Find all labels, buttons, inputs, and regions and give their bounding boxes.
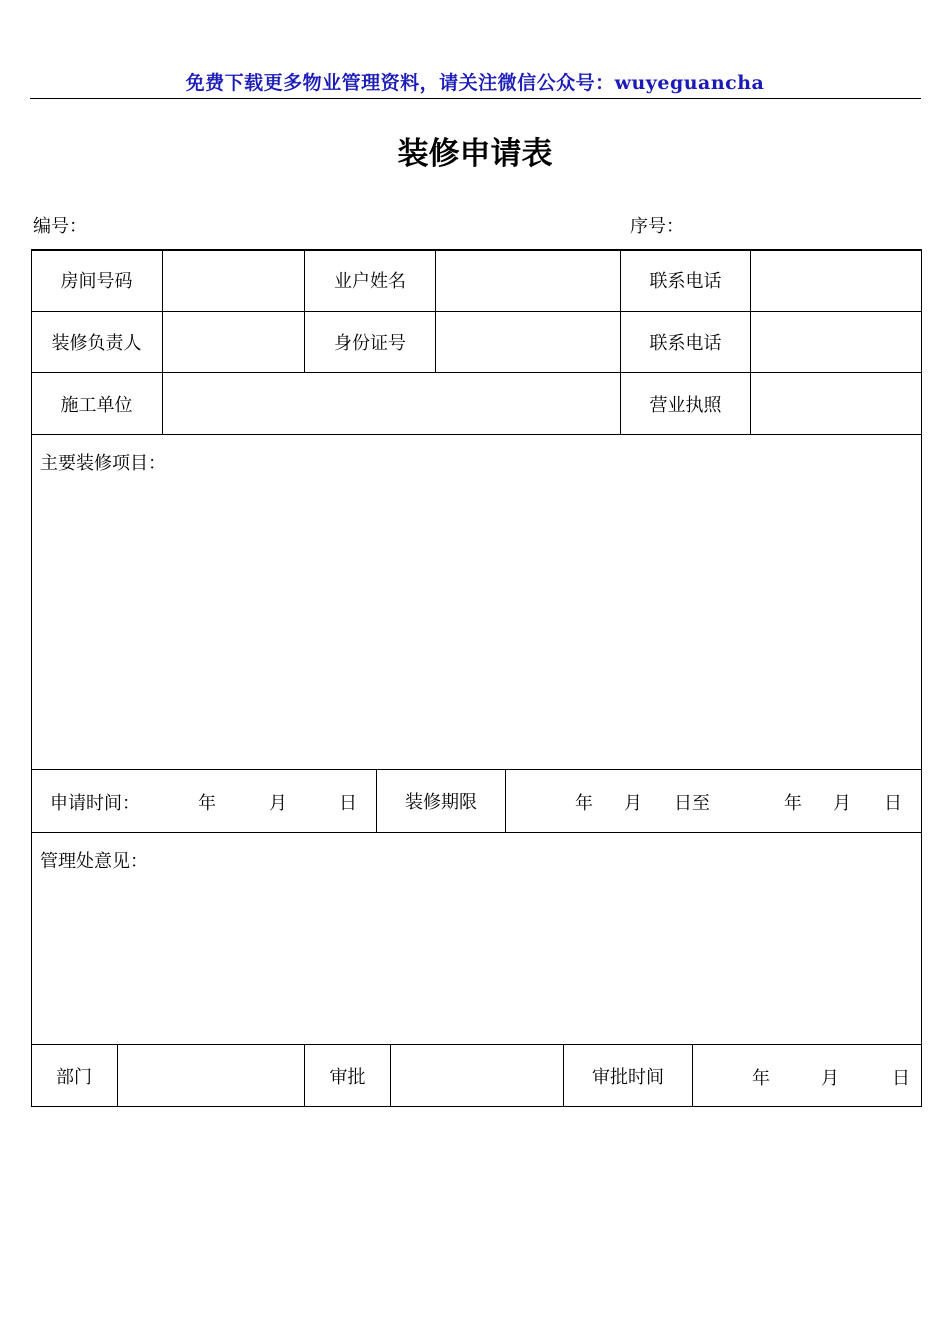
period-end-year-label: 年	[784, 793, 802, 814]
person-in-charge-label: 装修负责人	[51, 333, 142, 354]
apply-day-label: 日	[339, 793, 357, 814]
business-license-label: 营业执照	[649, 394, 722, 416]
contact-phone-field[interactable]	[751, 312, 921, 372]
main-items-label: 主要装修项目：	[40, 453, 166, 474]
person-in-charge-field[interactable]	[163, 312, 304, 372]
page-title: 装修申请表	[397, 136, 553, 172]
col-divider	[692, 1044, 693, 1106]
period-end-month-label: 月	[833, 793, 851, 814]
contractor-label: 施工单位	[60, 394, 133, 416]
number-label: 编号：	[33, 216, 87, 237]
owner-phone-label: 联系电话	[649, 271, 722, 292]
row-divider	[31, 434, 922, 435]
business-license-field[interactable]	[751, 373, 921, 434]
apply-year-label: 年	[198, 793, 216, 814]
id-number-label: 身份证号	[334, 333, 406, 354]
approval-month-label: 月	[821, 1068, 839, 1089]
department-field[interactable]	[118, 1045, 304, 1106]
room-number-field[interactable]	[163, 249, 304, 311]
period-label: 装修期限	[405, 792, 477, 813]
id-number-field[interactable]	[436, 312, 620, 372]
header-divider	[30, 98, 921, 99]
sequence-label: 序号：	[630, 216, 684, 237]
header-link[interactable]: 免费下载更多物业管理资料，请关注微信公众号：wuyeguancha	[185, 72, 765, 94]
period-start-day-to-label: 日至	[674, 793, 710, 814]
management-opinion-label: 管理处意见：	[40, 851, 148, 872]
period-end-day-label: 日	[884, 793, 902, 814]
period-start-year-label: 年	[575, 793, 593, 814]
approval-label: 审批	[329, 1066, 366, 1088]
approval-day-label: 日	[892, 1068, 910, 1089]
department-label: 部门	[56, 1066, 92, 1088]
apply-time-label: 申请时间：	[50, 793, 140, 814]
owner-phone-field[interactable]	[751, 249, 921, 311]
apply-month-label: 月	[269, 793, 287, 814]
approval-field[interactable]	[391, 1045, 563, 1106]
row-divider	[31, 832, 922, 833]
owner-name-label: 业户姓名	[334, 271, 406, 292]
owner-name-field[interactable]	[436, 249, 620, 311]
approval-year-label: 年	[752, 1068, 770, 1089]
period-start-month-label: 月	[624, 793, 642, 814]
approval-time-label: 审批时间	[592, 1066, 664, 1088]
application-form-table	[31, 249, 922, 1106]
contact-phone-label: 联系电话	[649, 333, 722, 354]
room-number-label: 房间号码	[60, 271, 133, 292]
contractor-field[interactable]	[163, 373, 620, 434]
col-divider	[505, 769, 506, 832]
